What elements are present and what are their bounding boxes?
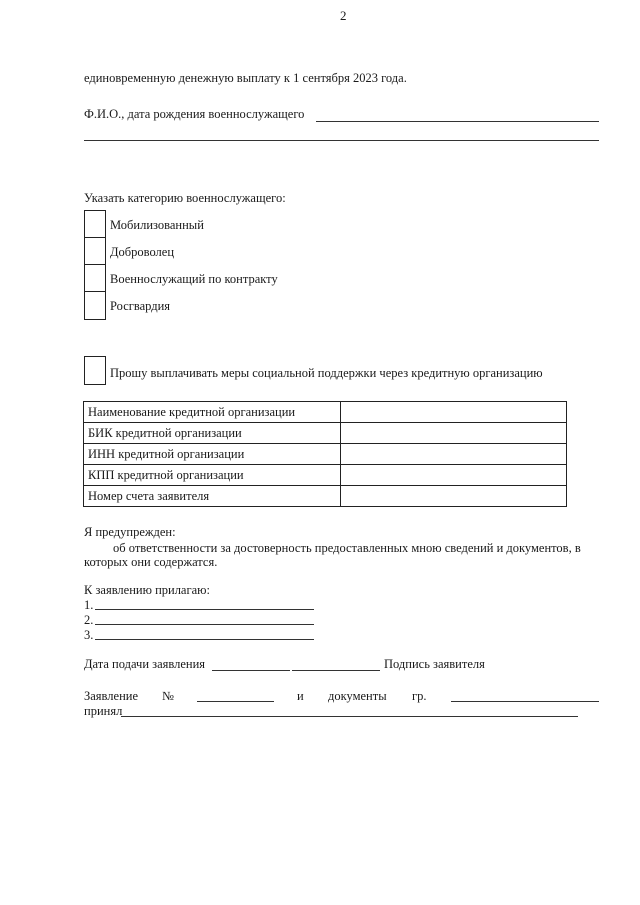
warning-heading: Я предупрежден: xyxy=(84,525,176,539)
signature-field[interactable] xyxy=(292,670,380,671)
signature-label: Подпись заявителя xyxy=(384,657,485,671)
fio-field-continuation[interactable] xyxy=(84,140,599,141)
table-row xyxy=(84,444,567,465)
kpp-label: КПП кредитной организации xyxy=(84,465,341,486)
kpp-field[interactable] xyxy=(341,465,567,486)
intro-line: единовременную денежную выплату к 1 сентября 2023 года. xyxy=(84,71,407,85)
attachment-number-2: 2. xyxy=(84,613,94,627)
attachment-number-1: 1. xyxy=(84,598,94,612)
table-row xyxy=(84,402,567,423)
category-checkbox-contract[interactable] xyxy=(84,264,106,292)
category-label-mobilized: Мобилизованный xyxy=(110,218,204,232)
inn-field[interactable] xyxy=(341,444,567,465)
submit-date-field[interactable] xyxy=(212,670,290,671)
warning-line-1: об ответственности за достоверность предоставленных мною сведений и документов, в xyxy=(113,541,581,555)
bank-name-field[interactable] xyxy=(341,402,567,423)
received-word-accepted: принял xyxy=(84,704,123,718)
attachment-field-1[interactable] xyxy=(95,609,314,610)
category-checkbox-volunteer[interactable] xyxy=(84,237,106,265)
bik-label: БИК кредитной организации xyxy=(84,423,341,444)
bank-request-checkbox[interactable] xyxy=(84,356,106,385)
category-checkbox-mobilized[interactable] xyxy=(84,210,106,238)
received-word-citizen: гр. xyxy=(412,689,427,703)
bank-details-table xyxy=(83,401,567,507)
attachments-heading: К заявлению прилагаю: xyxy=(84,583,210,597)
bank-request-label: Прошу выплачивать меры социальной поддержки через кредитную организацию xyxy=(110,366,543,380)
submit-date-label: Дата подачи заявления xyxy=(84,657,206,671)
category-heading: Указать категорию военнослужащего: xyxy=(84,191,286,205)
attachment-field-3[interactable] xyxy=(95,639,314,640)
received-number-field[interactable] xyxy=(197,701,274,702)
table-row xyxy=(84,423,567,444)
fio-field[interactable] xyxy=(316,121,599,122)
received-word-and: и xyxy=(297,689,304,703)
bik-field[interactable] xyxy=(341,423,567,444)
page-number: 2 xyxy=(340,8,347,23)
category-label-contract: Военнослужащий по контракту xyxy=(110,272,278,286)
received-number-sign: № xyxy=(162,689,174,703)
warning-line-2: которых они содержатся. xyxy=(84,555,218,569)
attachment-field-2[interactable] xyxy=(95,624,314,625)
account-field[interactable] xyxy=(341,486,567,507)
received-by-field[interactable] xyxy=(121,716,578,717)
category-label-volunteer: Доброволец xyxy=(110,245,175,259)
category-checkbox-rosgvardia[interactable] xyxy=(84,291,106,320)
received-citizen-field[interactable] xyxy=(451,701,599,702)
category-label-rosgvardia: Росгвардия xyxy=(110,299,171,313)
account-label: Номер счета заявителя xyxy=(84,486,341,507)
attachment-number-3: 3. xyxy=(84,628,94,642)
table-row xyxy=(84,486,567,507)
table-row xyxy=(84,465,567,486)
received-word-statement: Заявление xyxy=(84,689,139,703)
fio-label: Ф.И.О., дата рождения военнослужащего xyxy=(84,107,305,121)
bank-name-label: Наименование кредитной организации xyxy=(84,402,341,423)
received-word-documents: документы xyxy=(328,689,387,703)
inn-label: ИНН кредитной организации xyxy=(84,444,341,465)
